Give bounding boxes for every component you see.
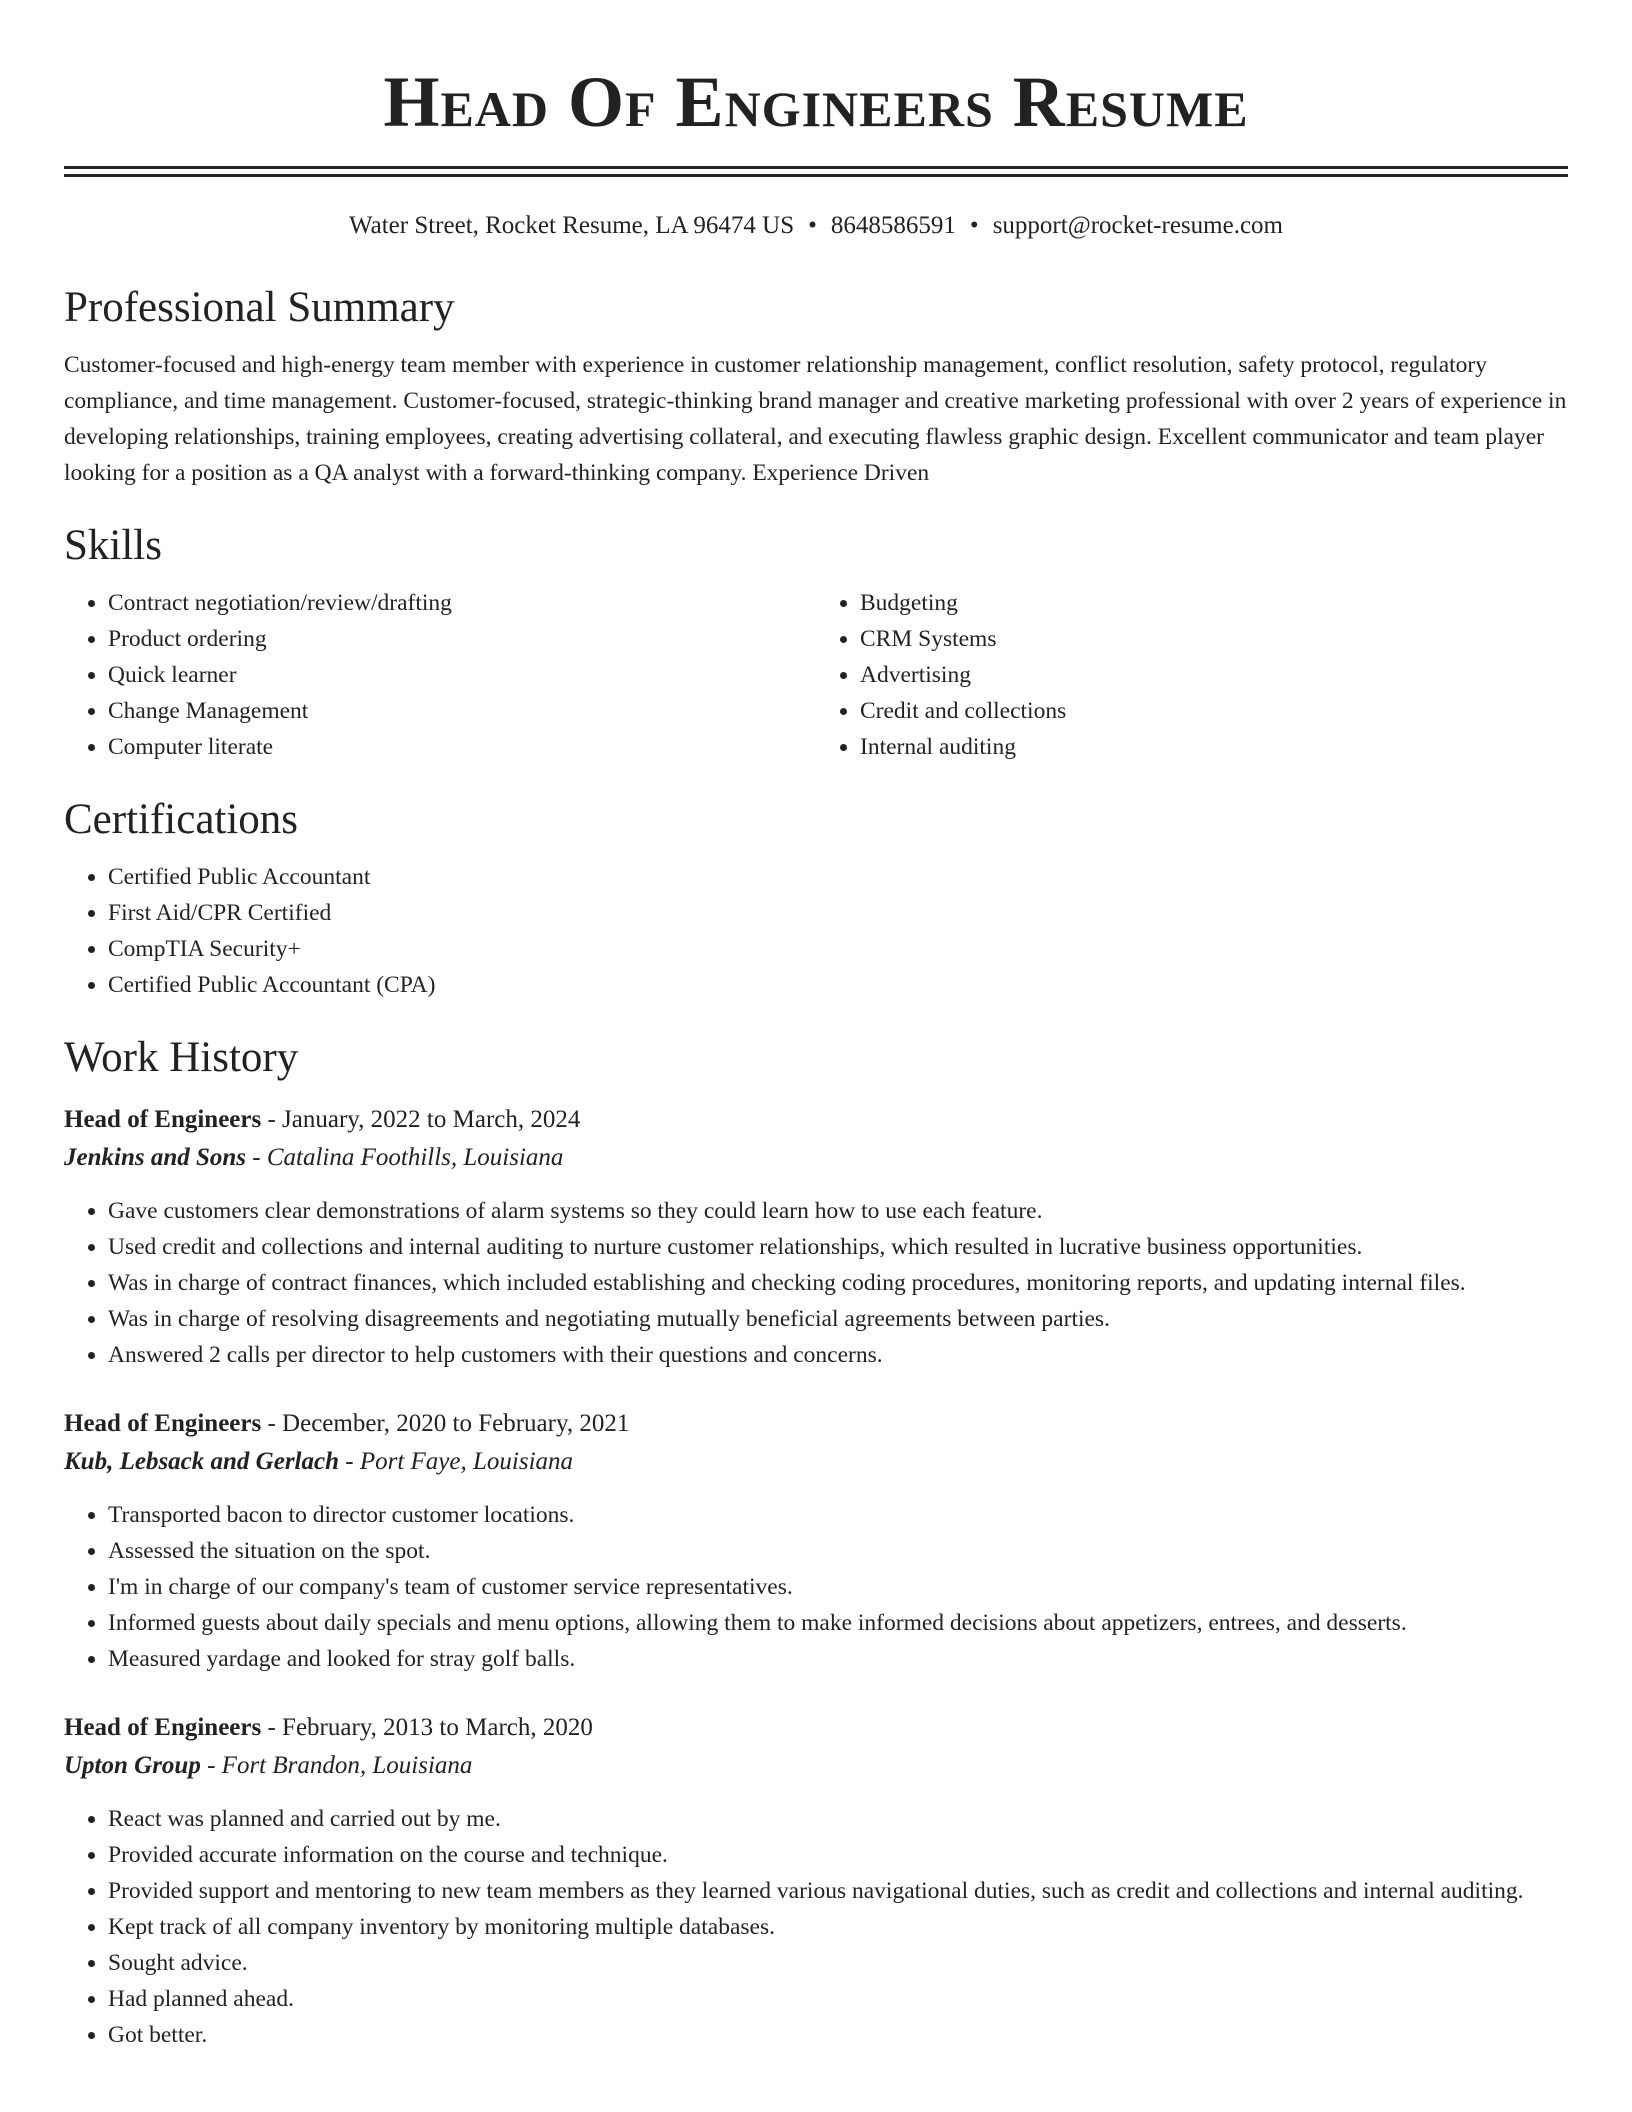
job-duty: • Used credit and collections and internal auditing to nurture customer relationships, which resulted in lucrative business opportunities. bbox=[108, 1229, 1568, 1265]
job-duty: • Provided accurate information on the course and technique. bbox=[108, 1837, 1568, 1873]
job-company-line bbox=[64, 1443, 1568, 1481]
job-title-line bbox=[64, 1405, 1568, 1443]
certification-item: • CompTIA Security+ bbox=[108, 931, 1568, 967]
job-duties-list bbox=[64, 1497, 1568, 1677]
skill-item: • Budgeting bbox=[860, 585, 1568, 621]
job-location: - Catalina Foothills, Louisiana bbox=[246, 1144, 564, 1171]
job-duty: • Transported bacon to director customer locations. bbox=[108, 1497, 1568, 1533]
certification-item: • Certified Public Accountant bbox=[108, 859, 1568, 895]
job-duty: • I'm in charge of our company's team of customer service representatives. bbox=[108, 1569, 1568, 1605]
skill-item: • Contract negotiation/review/drafting bbox=[108, 585, 816, 621]
certifications-heading: Certifications bbox=[64, 796, 299, 843]
job-duty: • Gave customers clear demonstrations of alarm systems so they could learn how to use each feature. bbox=[108, 1193, 1568, 1229]
summary-heading: Professional Summary bbox=[64, 284, 455, 331]
job-duties-list bbox=[64, 1801, 1568, 2053]
job-dates: - January, 2022 to March, 2024 bbox=[261, 1106, 581, 1133]
job-location: - Fort Brandon, Louisiana bbox=[200, 1752, 473, 1779]
work-history-heading: Work History bbox=[64, 1034, 299, 1081]
contact-address: Water Street, Rocket Resume, LA 96474 US bbox=[349, 212, 795, 239]
job-entry bbox=[64, 1405, 1568, 1677]
skills-heading: Skills bbox=[64, 522, 162, 569]
contact-separator: • bbox=[969, 212, 979, 239]
job-duty: • React was planned and carried out by me. bbox=[108, 1801, 1568, 1837]
job-duty: • Kept track of all company inventory by monitoring multiple databases. bbox=[108, 1909, 1568, 1945]
job-company-line bbox=[64, 1139, 1568, 1177]
job-role: Head of Engineers bbox=[64, 1410, 262, 1437]
job-duty: • Was in charge of resolving disagreements and negotiating mutually beneficial agreements between parties. bbox=[108, 1301, 1568, 1337]
job-role: Head of Engineers bbox=[64, 1714, 262, 1741]
job-duty: • Informed guests about daily specials and menu options, allowing them to make informed decisions about appetizers, entrees, and desserts. bbox=[108, 1605, 1568, 1641]
skills-list-right bbox=[816, 585, 1568, 765]
summary-text: Customer-focused and high-energy team member with experience in customer relationship management, conflict resolution, safety protocol, regulatory compliance, and time management. Customer-focused, strategic-thinking brand manager and creative marketing professional with over 2 years of experience in developing relationships, training employees, creating advertising collateral, and executing flawless graphic design. Excellent communicator and team player looking for a position as a QA analyst with a forward-thinking company. Experience Driven bbox=[64, 352, 1567, 486]
job-title-line bbox=[64, 1101, 1568, 1139]
resume-title: Head Of Engineers Resume bbox=[383, 62, 1249, 142]
contact-phone: 8648586591 bbox=[830, 212, 956, 239]
skill-item: • Product ordering bbox=[108, 621, 816, 657]
skill-item: • Computer literate bbox=[108, 729, 816, 765]
job-role: Head of Engineers bbox=[64, 1106, 262, 1133]
skills-list-left bbox=[64, 585, 816, 765]
skills-columns bbox=[64, 585, 1568, 765]
certification-item: • Certified Public Accountant (CPA) bbox=[108, 967, 1568, 1003]
job-dates: - February, 2013 to March, 2020 bbox=[261, 1714, 593, 1741]
skill-item: • Credit and collections bbox=[860, 693, 1568, 729]
skill-item: • Change Management bbox=[108, 693, 816, 729]
skill-item: • Internal auditing bbox=[860, 729, 1568, 765]
job-duties-list bbox=[64, 1193, 1568, 1373]
job-dates: - December, 2020 to February, 2021 bbox=[261, 1410, 630, 1437]
title-divider-top bbox=[64, 166, 1568, 169]
job-entry bbox=[64, 1101, 1568, 1373]
contact-email: support@rocket-resume.com bbox=[992, 212, 1283, 239]
title-divider-bottom bbox=[64, 174, 1568, 177]
job-entry bbox=[64, 1709, 1568, 2053]
job-company: Kub, Lebsack and Gerlach bbox=[64, 1448, 339, 1475]
job-duty: • Sought advice. bbox=[108, 1945, 1568, 1981]
certification-item: • First Aid/CPR Certified bbox=[108, 895, 1568, 931]
skill-item: • Advertising bbox=[860, 657, 1568, 693]
job-duty: • Provided support and mentoring to new team members as they learned various navigational duties, such as credit and collections and internal auditing. bbox=[108, 1873, 1568, 1909]
job-duty: • Answered 2 calls per director to help customers with their questions and concerns. bbox=[108, 1337, 1568, 1373]
job-company: Upton Group bbox=[64, 1752, 201, 1779]
contact-line bbox=[64, 211, 1568, 241]
job-company: Jenkins and Sons bbox=[64, 1144, 247, 1171]
job-duty: • Was in charge of contract finances, which included establishing and checking coding procedures, monitoring reports, and updating internal files. bbox=[108, 1265, 1568, 1301]
job-duty: • Assessed the situation on the spot. bbox=[108, 1533, 1568, 1569]
job-company-line bbox=[64, 1747, 1568, 1785]
job-duty: • Had planned ahead. bbox=[108, 1981, 1568, 2017]
job-duty: • Got better. bbox=[108, 2017, 1568, 2053]
certifications-list bbox=[64, 859, 1568, 1003]
job-duty: • Measured yardage and looked for stray golf balls. bbox=[108, 1641, 1568, 1677]
contact-separator: • bbox=[808, 212, 817, 239]
job-location: - Port Faye, Louisiana bbox=[339, 1448, 574, 1475]
job-title-line bbox=[64, 1709, 1568, 1747]
skill-item: • CRM Systems bbox=[860, 621, 1568, 657]
skill-item: • Quick learner bbox=[108, 657, 816, 693]
